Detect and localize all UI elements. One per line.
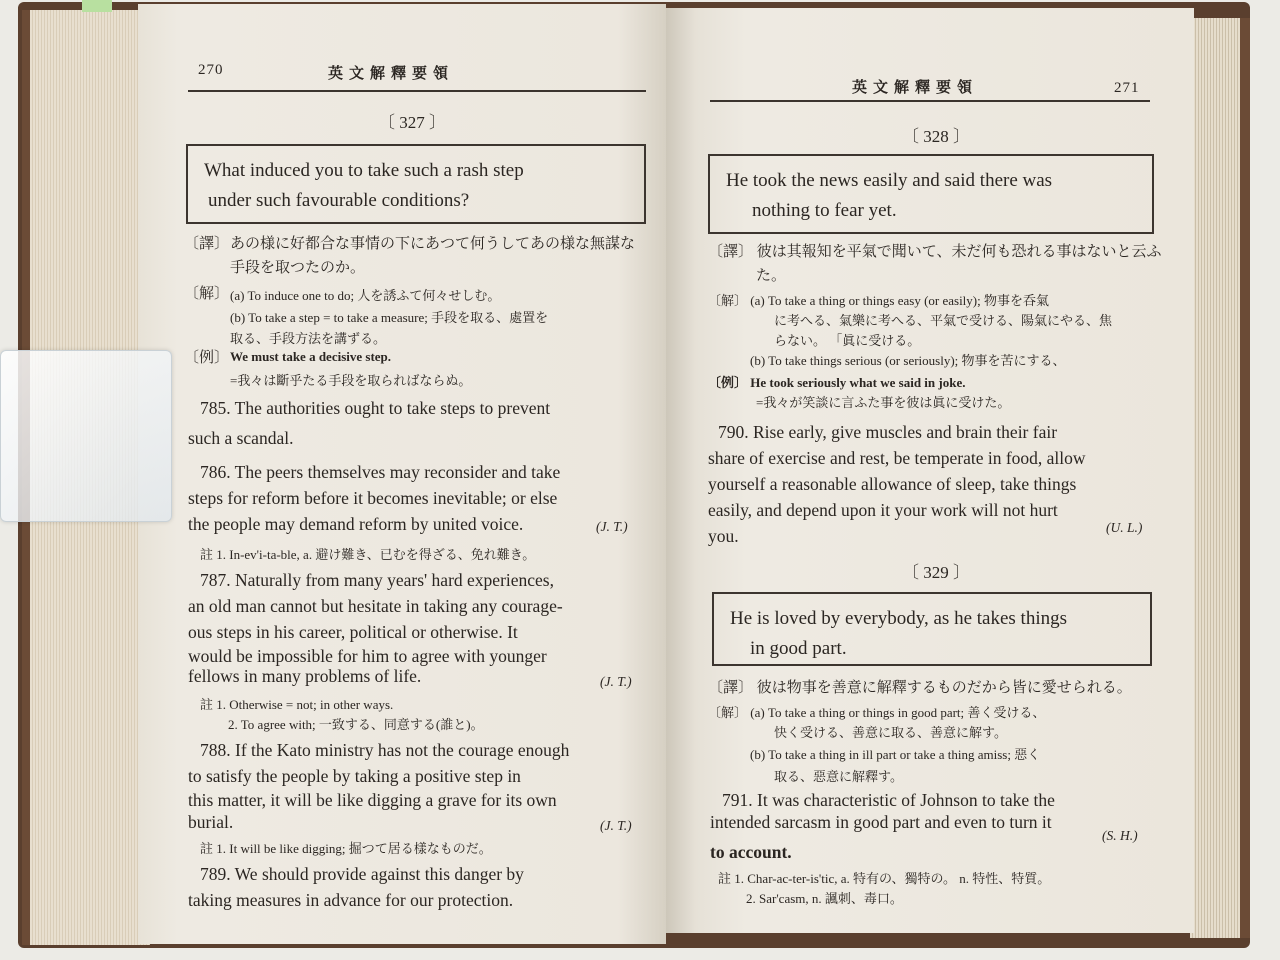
exercise-787-line: would be impossible for him to agree with younger	[188, 646, 547, 666]
example-line: =我々が笑談に言ふた事を彼は眞に受けた。	[756, 395, 1011, 410]
exercise-788-line: 788. If the Kato ministry has not the courage enough	[200, 740, 570, 760]
source-citation: (J. T.)	[596, 519, 628, 534]
exercise-787-line: 787. Naturally from many years' hard experiences,	[200, 570, 554, 590]
note-791: 2. Sar'casm, n. 諷刺、毒口。	[746, 891, 903, 906]
note-791: 註 1. Char-ac-ter-is'tic, a. 特有の、獨特の。 n. 特性、特質。	[718, 871, 1051, 886]
right-running-title: 英文解釋要領	[852, 80, 979, 96]
explanation-line: 快く受ける、善意に取る、善意に解す。	[774, 725, 1007, 740]
right-header-rule	[710, 100, 1150, 102]
exercise-786-line: 786. The peers themselves may reconsider and take	[200, 462, 561, 482]
box-line: What induced you to take such a rash step	[204, 160, 524, 181]
exercise-790-line: you.	[708, 526, 739, 546]
green-page-marker	[82, 0, 112, 12]
box-line: in good part.	[750, 638, 847, 659]
box-line: He took the news easily and said there was	[726, 170, 1053, 191]
exercise-785-line: 785. The authorities ought to take steps to prevent	[200, 398, 551, 418]
explanation-line: (b) To take a step = to take a measure; 手段を取る、處置を	[230, 310, 549, 325]
left-running-title: 英文解釋要領	[328, 66, 455, 82]
exercise-789-line: 789. We should provide against this danger by	[200, 864, 524, 884]
exercise-790-line: share of exercise and rest, be temperate in food, allow	[708, 448, 1086, 468]
exercise-789-line: taking measures in advance for our protection.	[188, 890, 514, 910]
translation-label: 〔譯〕	[184, 236, 230, 252]
translation-line: た。	[756, 268, 787, 284]
example-box-329	[712, 592, 1152, 666]
box-line: under such favourable conditions?	[208, 190, 470, 211]
source-citation: (J. T.)	[600, 818, 632, 833]
note-788: 註 1. It will be like digging; 掘つて居る樣なものだ。	[200, 841, 492, 856]
exercise-790-line: easily, and depend upon it your work will not hurt	[708, 500, 1058, 520]
exercise-787-line: ous steps in his career, political or otherwise. It	[188, 622, 518, 642]
explanation-line: 〔解〕 (a) To take a thing or things in good part; 善く受ける、	[708, 705, 1046, 720]
exercise-790-line: yourself a reasonable allowance of sleep, take things	[708, 474, 1077, 494]
example-box-328	[708, 154, 1154, 234]
explanation-line: に考へる、氣樂に考へる、平氣で受ける、陽氣にやる、焦	[774, 313, 1113, 328]
exercise-788-line: this matter, it will be like digging a grave for its own	[188, 790, 557, 810]
exercise-787-line: fellows in many problems of life.	[188, 666, 422, 686]
example-box-327	[186, 144, 646, 224]
transparent-index-tab	[0, 350, 172, 522]
right-page	[666, 8, 1194, 933]
exercise-785-line: such a scandal.	[188, 428, 294, 448]
box-line: He is loved by everybody, as he takes things	[730, 608, 1067, 629]
page-edges-right	[1190, 18, 1250, 938]
translation-line: 〔譯〕 彼は其報知を平氣で聞いて、未だ何も恐れる事はないと云ふ	[708, 244, 1162, 260]
translation-line: 〔譯〕 彼は物事を善意に解釋するものだから皆に愛せられる。	[708, 680, 1132, 696]
note-786: 註 1. In-ev'i-ta-ble, a. 避け難き、已むを得ざる、免れ難き。	[200, 547, 536, 562]
right-page-number: 271	[1114, 80, 1140, 96]
exercise-791-line: to account.	[710, 842, 792, 862]
exercise-791-line: intended sarcasm in good part and even to turn it	[710, 812, 1052, 832]
source-citation: (U. L.)	[1106, 520, 1143, 535]
example-line: 〔例〕 He took seriously what we said in joke.	[708, 375, 966, 390]
exercise-787-line: an old man cannot but hesitate in taking any courage-	[188, 596, 563, 616]
explanation-line: らない。 「眞に受ける。	[774, 333, 921, 348]
exercise-788-line: to satisfy the people by taking a positive step in	[188, 766, 521, 786]
explanation-line: 〔解〕 (a) To take a thing or things easy (or easily); 物事を呑氣	[708, 293, 1049, 308]
translation-line: 手段を取つたのか。	[230, 260, 366, 276]
left-page-number: 270	[198, 62, 224, 78]
section-number-329: 〔 329 〕	[902, 563, 970, 582]
exercise-788-line: burial.	[188, 812, 234, 832]
explanation-line: 取る、惡意に解釋す。	[774, 769, 903, 784]
explanation-label: 〔解〕	[184, 286, 230, 302]
source-citation: (S. H.)	[1102, 828, 1138, 843]
note-787: 2. To agree with; 一致する、同意する(誰と)。	[228, 717, 484, 732]
exercise-791-line: 791. It was characteristic of Johnson to take the	[722, 790, 1055, 810]
explanation-line: (a) To induce one to do; 人を誘ふて何々せしむ。	[230, 288, 501, 303]
example-line: =我々は斷乎たる手段を取らればならぬ。	[230, 373, 472, 388]
source-citation: (J. T.)	[600, 674, 632, 689]
translation-line: あの様に好都合な事情の下にあつて何うしてあの様な無謀な	[230, 236, 636, 252]
section-number-328: 〔 328 〕	[902, 127, 970, 146]
explanation-line: (b) To take a thing in ill part or take a thing amiss; 惡く	[750, 747, 1041, 762]
exercise-790-line: 790. Rise early, give muscles and brain their fair	[718, 422, 1058, 442]
left-header-rule	[188, 90, 646, 92]
example-line: We must take a decisive step.	[230, 349, 392, 364]
section-number-327: 〔 327 〕	[378, 113, 446, 132]
exercise-786-line: the people may demand reform by united voice.	[188, 514, 524, 534]
explanation-line: 取る、手段方法を講ずる。	[230, 331, 387, 346]
box-line: nothing to fear yet.	[752, 200, 897, 221]
left-page	[138, 4, 666, 944]
note-787: 註 1. Otherwise = not; in other ways.	[200, 697, 394, 712]
exercise-786-line: steps for reform before it becomes inevitable; or else	[188, 488, 558, 508]
explanation-line: (b) To take things serious (or seriously); 物事を苦にする、	[750, 353, 1066, 368]
example-label: 〔例〕	[184, 350, 230, 366]
